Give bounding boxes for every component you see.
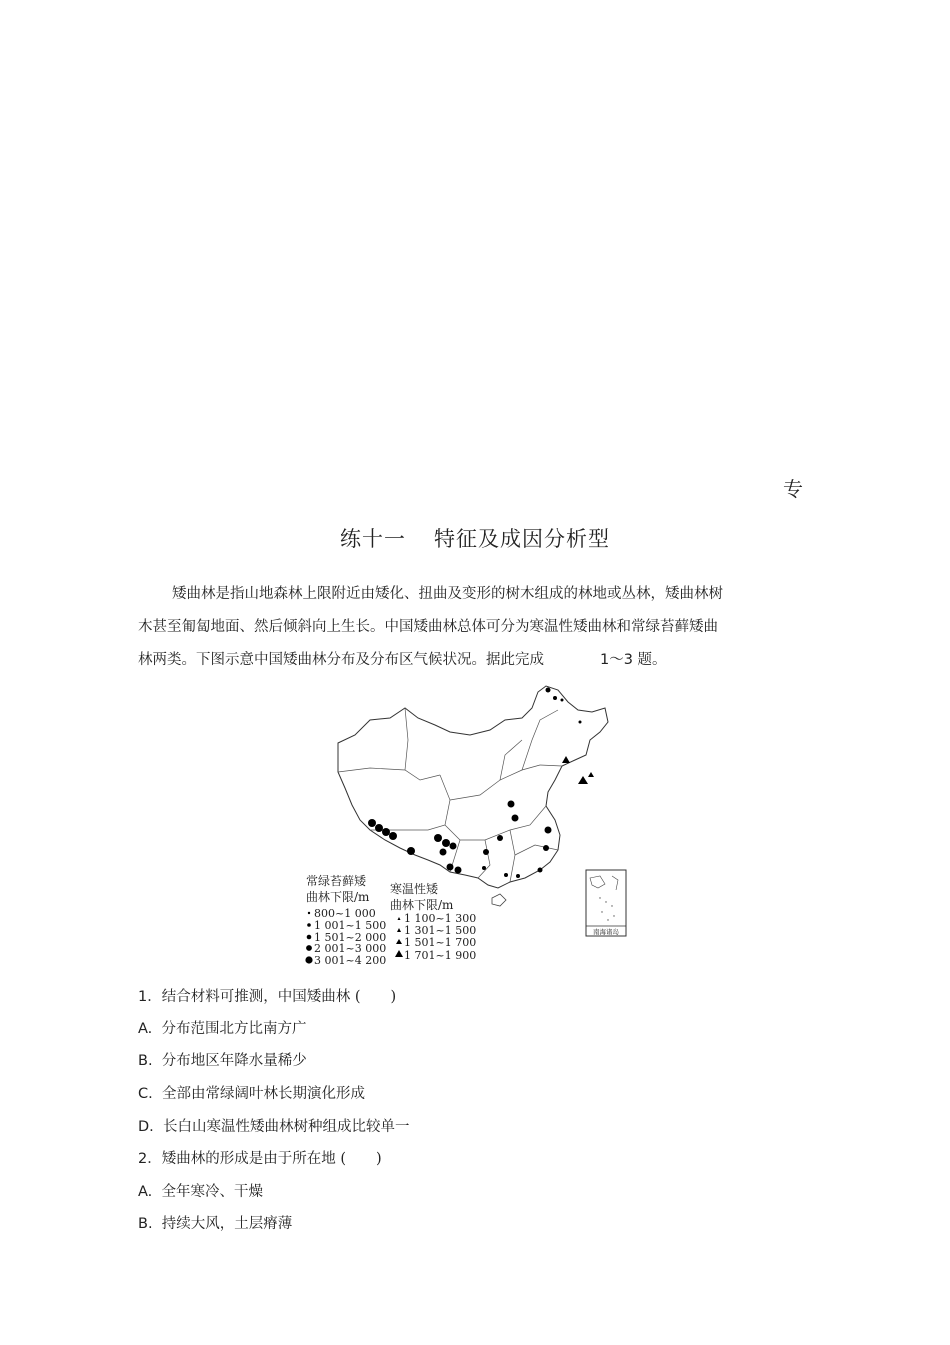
question-stem: 矮曲林的形成是由于所在地 — [161, 1151, 336, 1167]
china-map-figure — [300, 680, 640, 970]
option-letter: C. — [138, 1086, 153, 1102]
legend-evergreen-item: 1 501~2 000 — [314, 931, 387, 944]
country-outline — [338, 686, 608, 888]
question-number: 1． — [138, 989, 162, 1005]
option-1c[interactable] — [138, 1082, 365, 1103]
evergreen-marker — [516, 874, 520, 878]
answer-blank[interactable]: () — [340, 1151, 412, 1167]
evergreen-marker — [543, 845, 549, 851]
intro-paragraph — [138, 578, 750, 677]
option-letter: A. — [138, 1184, 153, 1200]
question-1 — [138, 985, 427, 1006]
evergreen-marker — [546, 688, 551, 693]
evergreen-marker — [545, 827, 552, 834]
evergreen-marker — [440, 849, 447, 856]
option-text: 分布地区年降水量稀少 — [161, 1053, 307, 1069]
option-text: 分布范围北方比南方广 — [161, 1021, 307, 1037]
option-1b[interactable] — [138, 1049, 307, 1070]
question-range: 1～3 题。 — [600, 652, 667, 668]
title-part-1: 练十一 — [340, 527, 406, 551]
legend-cold-item: 1 100~1 300 — [404, 912, 477, 925]
legend-evergreen-item: 3 001~4 200 — [314, 954, 387, 967]
evergreen-marker — [482, 866, 486, 870]
question-stem: 结合材料可推测，中国矮曲林 — [161, 989, 351, 1005]
evergreen-marker — [504, 873, 508, 877]
option-1a[interactable] — [138, 1017, 307, 1038]
option-2a[interactable] — [138, 1180, 263, 1201]
legend-cold-item: 1 301~1 500 — [404, 924, 477, 937]
evergreen-marker — [389, 832, 397, 840]
answer-blank[interactable]: () — [354, 989, 427, 1005]
legend-evergreen-title-1: 常绿苔藓矮 — [306, 874, 367, 888]
evergreen-marker — [553, 696, 557, 700]
legend-evergreen — [305, 873, 386, 967]
evergreen-marker — [450, 843, 457, 850]
legend-cold-title-2: 曲林下限/m — [390, 898, 454, 912]
cold-temperate-dwarf-forest-markers — [562, 756, 594, 784]
corner-character: 专 — [783, 477, 803, 501]
option-text: 全年寒冷、干燥 — [161, 1184, 263, 1200]
legend-cold-temperate — [390, 881, 476, 962]
question-number: 2． — [138, 1151, 162, 1167]
option-letter: A. — [138, 1021, 153, 1037]
evergreen-marker — [538, 868, 543, 873]
option-text: 持续大风，土层瘠薄 — [161, 1216, 293, 1232]
inset-label: 南海诸岛 — [593, 928, 619, 936]
legend-cold-title-1: 寒温性矮 — [390, 882, 439, 896]
legend-evergreen-item: 800~1 000 — [314, 907, 376, 920]
legend-cold-item: 1 701~1 900 — [404, 949, 477, 962]
question-2 — [138, 1147, 412, 1168]
evergreen-marker — [434, 834, 442, 842]
legend-cold-item: 1 501~1 700 — [404, 936, 477, 949]
option-letter: B. — [138, 1216, 153, 1232]
evergreen-marker — [512, 815, 519, 822]
evergreen-marker — [579, 721, 582, 724]
evergreen-marker — [497, 835, 503, 841]
section-title — [0, 523, 950, 553]
evergreen-marker — [442, 839, 450, 847]
evergreen-marker — [483, 849, 489, 855]
option-letter: B. — [138, 1053, 153, 1069]
option-2b[interactable] — [138, 1212, 292, 1233]
legend-evergreen-item: 2 001~3 000 — [314, 942, 387, 955]
intro-line-3: 林两类。下图示意中国矮曲林分布及分布区气候状况。据此完成 1～3 题。 — [138, 652, 667, 668]
legend-evergreen-title-2: 曲林下限/m — [306, 890, 370, 904]
evergreen-marker — [368, 819, 376, 827]
evergreen-marker — [508, 801, 515, 808]
option-letter: D. — [138, 1119, 154, 1135]
cold-temperate-marker — [562, 756, 570, 763]
south-china-sea-inset — [586, 870, 626, 936]
option-1d[interactable] — [138, 1115, 410, 1136]
option-text: 长白山寒温性矮曲林树种组成比较单一 — [163, 1119, 410, 1135]
intro-line-2: 木甚至匍匐地面、然后倾斜向上生长。中国矮曲林总体可分为寒温性矮曲林和常绿苔藓矮曲 — [138, 619, 718, 635]
title-part-2: 特征及成因分析型 — [434, 527, 610, 551]
evergreen-dwarf-forest-markers — [368, 688, 582, 879]
hainan-island — [492, 894, 506, 906]
evergreen-marker — [375, 824, 383, 832]
intro-line-1: 矮曲林是指山地森林上限附近由矮化、扭曲及变形的树木组成的林地或丛林，矮曲林树 — [172, 586, 723, 602]
evergreen-marker — [447, 864, 454, 871]
evergreen-marker — [407, 847, 415, 855]
option-text: 全部由常绿阔叶林长期演化形成 — [161, 1086, 365, 1102]
evergreen-marker — [382, 828, 390, 836]
legend-evergreen-item: 1 001~1 500 — [314, 919, 387, 932]
evergreen-marker — [455, 867, 462, 874]
cold-temperate-marker — [588, 772, 594, 777]
evergreen-marker — [561, 699, 564, 702]
province-borders — [338, 708, 562, 882]
cold-temperate-marker — [578, 776, 588, 784]
